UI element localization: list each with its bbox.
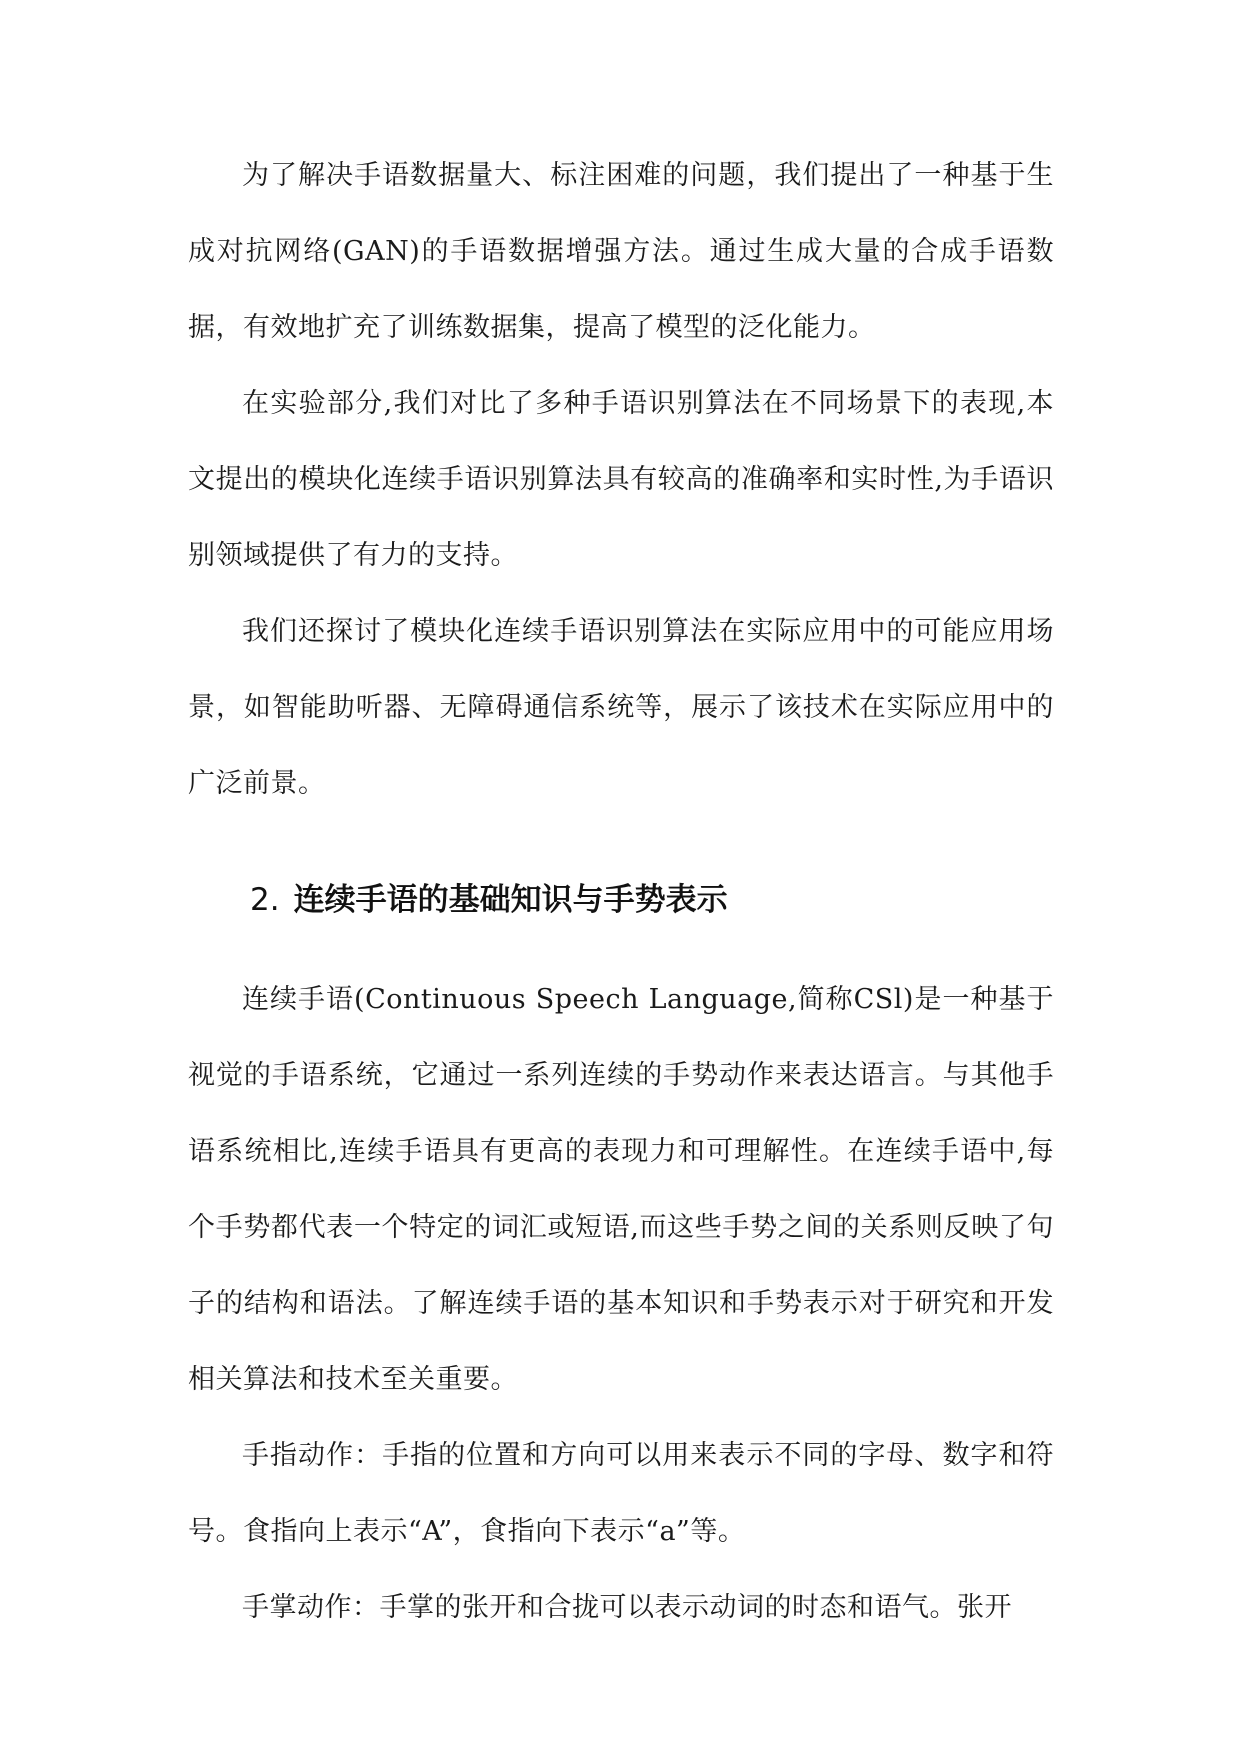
paragraph-csl-intro: 连续手语(Continuous Speech Language,简称CSl)是一种基于视觉的手语系统，它通过一系列连续的手势动作来表达语言。与其他手语系统相比,连续手语具有更高的表现力和可理解性。在连续手语中,每个手势都代表一个特定的词汇或短语,而这些手势之间的关系则反映了句子的结构和语法。了解连续手语的基本知识和手势表示对于研究和开发相关算法和技术至关重要。 — [188, 984, 1054, 1395]
section-number: 2. — [250, 882, 280, 918]
section-title: 连续手语的基础知识与手势表示 — [293, 882, 728, 918]
paragraph-gan-augmentation: 为了解决手语数据量大、标注困难的问题，我们提出了一种基于生成对抗网络(GAN)的手语数据增强方法。通过生成大量的合成手语数据，有效地扩充了训练数据集，提高了模型的泛化能力。 — [188, 160, 1054, 343]
section-heading — [188, 862, 1054, 938]
paragraph-palm-actions: 手掌动作：手掌的张开和合拢可以表示动词的时态和语气。张开 — [242, 1592, 1012, 1623]
paragraph-applications: 我们还探讨了模块化连续手语识别算法在实际应用中的可能应用场景，如智能助听器、无障碍通信系统等，展示了该技术在实际应用中的广泛前景。 — [188, 616, 1054, 799]
document-body — [188, 138, 1054, 1646]
paragraph-experiments: 在实验部分,我们对比了多种手语识别算法在不同场景下的表现,本文提出的模块化连续手语识别算法具有较高的准确率和实时性,为手语识别领域提供了有力的支持。 — [188, 388, 1054, 571]
paragraph-finger-actions: 手指动作：手指的位置和方向可以用来表示不同的字母、数字和符号。食指向上表示“A”，食指向下表示“a”等。 — [188, 1440, 1054, 1547]
